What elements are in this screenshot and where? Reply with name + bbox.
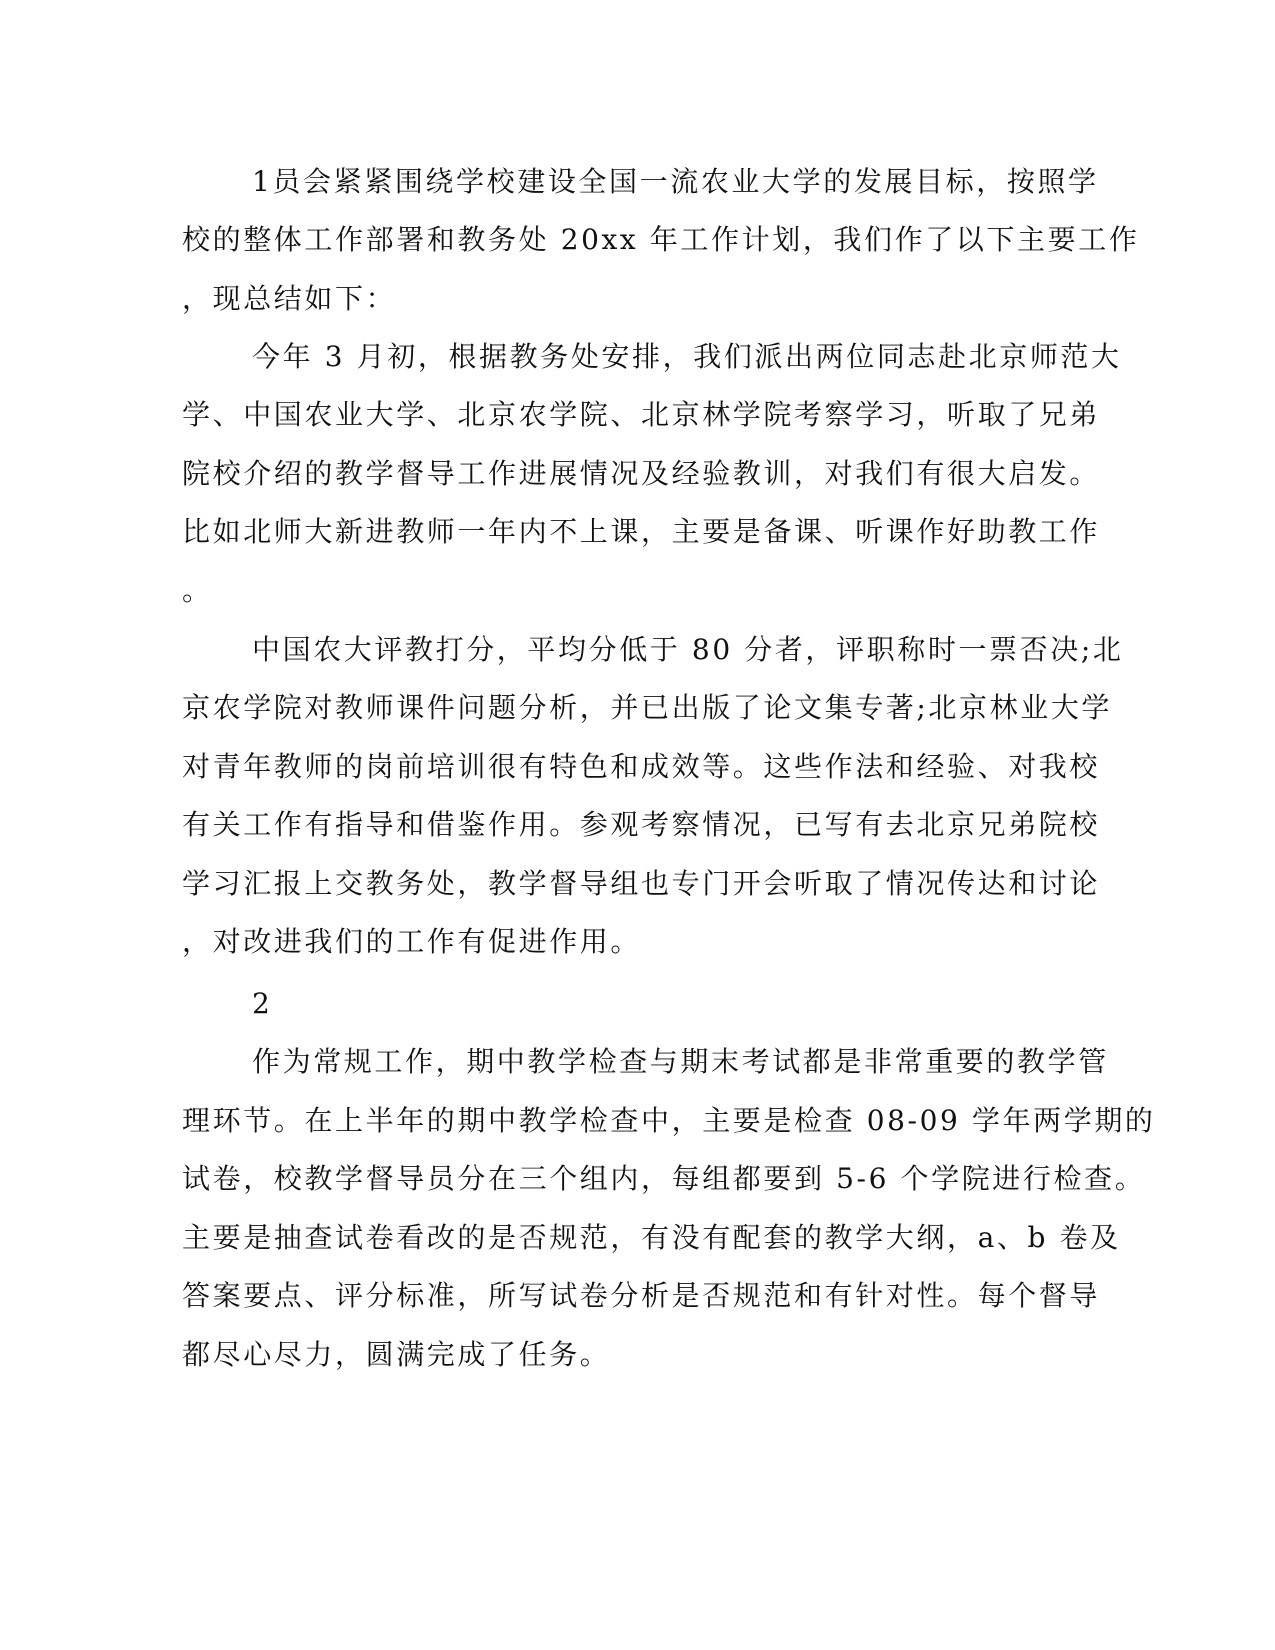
paragraph-4-line-2: 理环节。在上半年的期中教学检查中，主要是检查 08-09 学年两学期的 (182, 1104, 1156, 1137)
paragraph-4-line-3: 试卷，校教学督导员分在三个组内，每组都要到 5-6 个学院进行检查。 (182, 1162, 1146, 1195)
paragraph-2-line-3: 院校介绍的教学督导工作进展情况及经验教训，对我们有很大启发。 (182, 457, 1101, 490)
paragraph-3-line-5: 学习汇报上交教务处，教学督导组也专门开会听取了情况传达和讨论 (182, 867, 1101, 900)
paragraph-4-line-5: 答案要点、评分标准，所写试卷分析是否规范和有针对性。每个督导 (182, 1279, 1101, 1312)
section-number: 2 (252, 987, 273, 1020)
paragraph-4-line-1: 作为常规工作，期中教学检查与期末考试都是非常重要的教学管 (252, 1045, 1109, 1078)
paragraph-2-line-1: 今年 3 月初，根据教务处安排，我们派出两位同志赴北京师范大 (252, 340, 1122, 373)
paragraph-1-line-3: ，现总结如下： (182, 282, 397, 315)
paragraph-4-line-6: 都尽心尽力，圆满完成了任务。 (182, 1338, 611, 1371)
paragraph-2-line-4: 比如北师大新进教师一年内不上课，主要是备课、听课作好助教工作 (182, 515, 1101, 548)
paragraph-2-line-2: 学、中国农业大学、北京农学院、北京林学院考察学习，听取了兄弟 (182, 398, 1101, 431)
paragraph-3-line-1: 中国农大评教打分，平均分低于 80 分者，评职称时一票否决;北 (252, 633, 1124, 666)
paragraph-3-line-4: 有关工作有指导和借鉴作用。参观考察情况，已写有去北京兄弟院校 (182, 808, 1101, 841)
paragraph-1-line-2: 校的整体工作部署和教务处 20xx 年工作计划，我们作了以下主要工作 (182, 223, 1140, 256)
paragraph-4-line-4: 主要是抽查试卷看改的是否规范，有没有配套的教学大纲，a、b 卷及 (182, 1221, 1121, 1254)
paragraph-3-line-6: ，对改进我们的工作有促进作用。 (182, 925, 642, 958)
paragraph-2-line-5: 。 (182, 574, 213, 607)
paragraph-3-line-3: 对青年教师的岗前培训很有特色和成效等。这些作法和经验、对我校 (182, 750, 1101, 783)
paragraph-1-line-1: 1员会紧紧围绕学校建设全国一流农业大学的发展目标，按照学 (252, 165, 1099, 198)
paragraph-3-line-2: 京农学院对教师课件问题分析，并已出版了论文集专著;北京林业大学 (182, 691, 1113, 724)
